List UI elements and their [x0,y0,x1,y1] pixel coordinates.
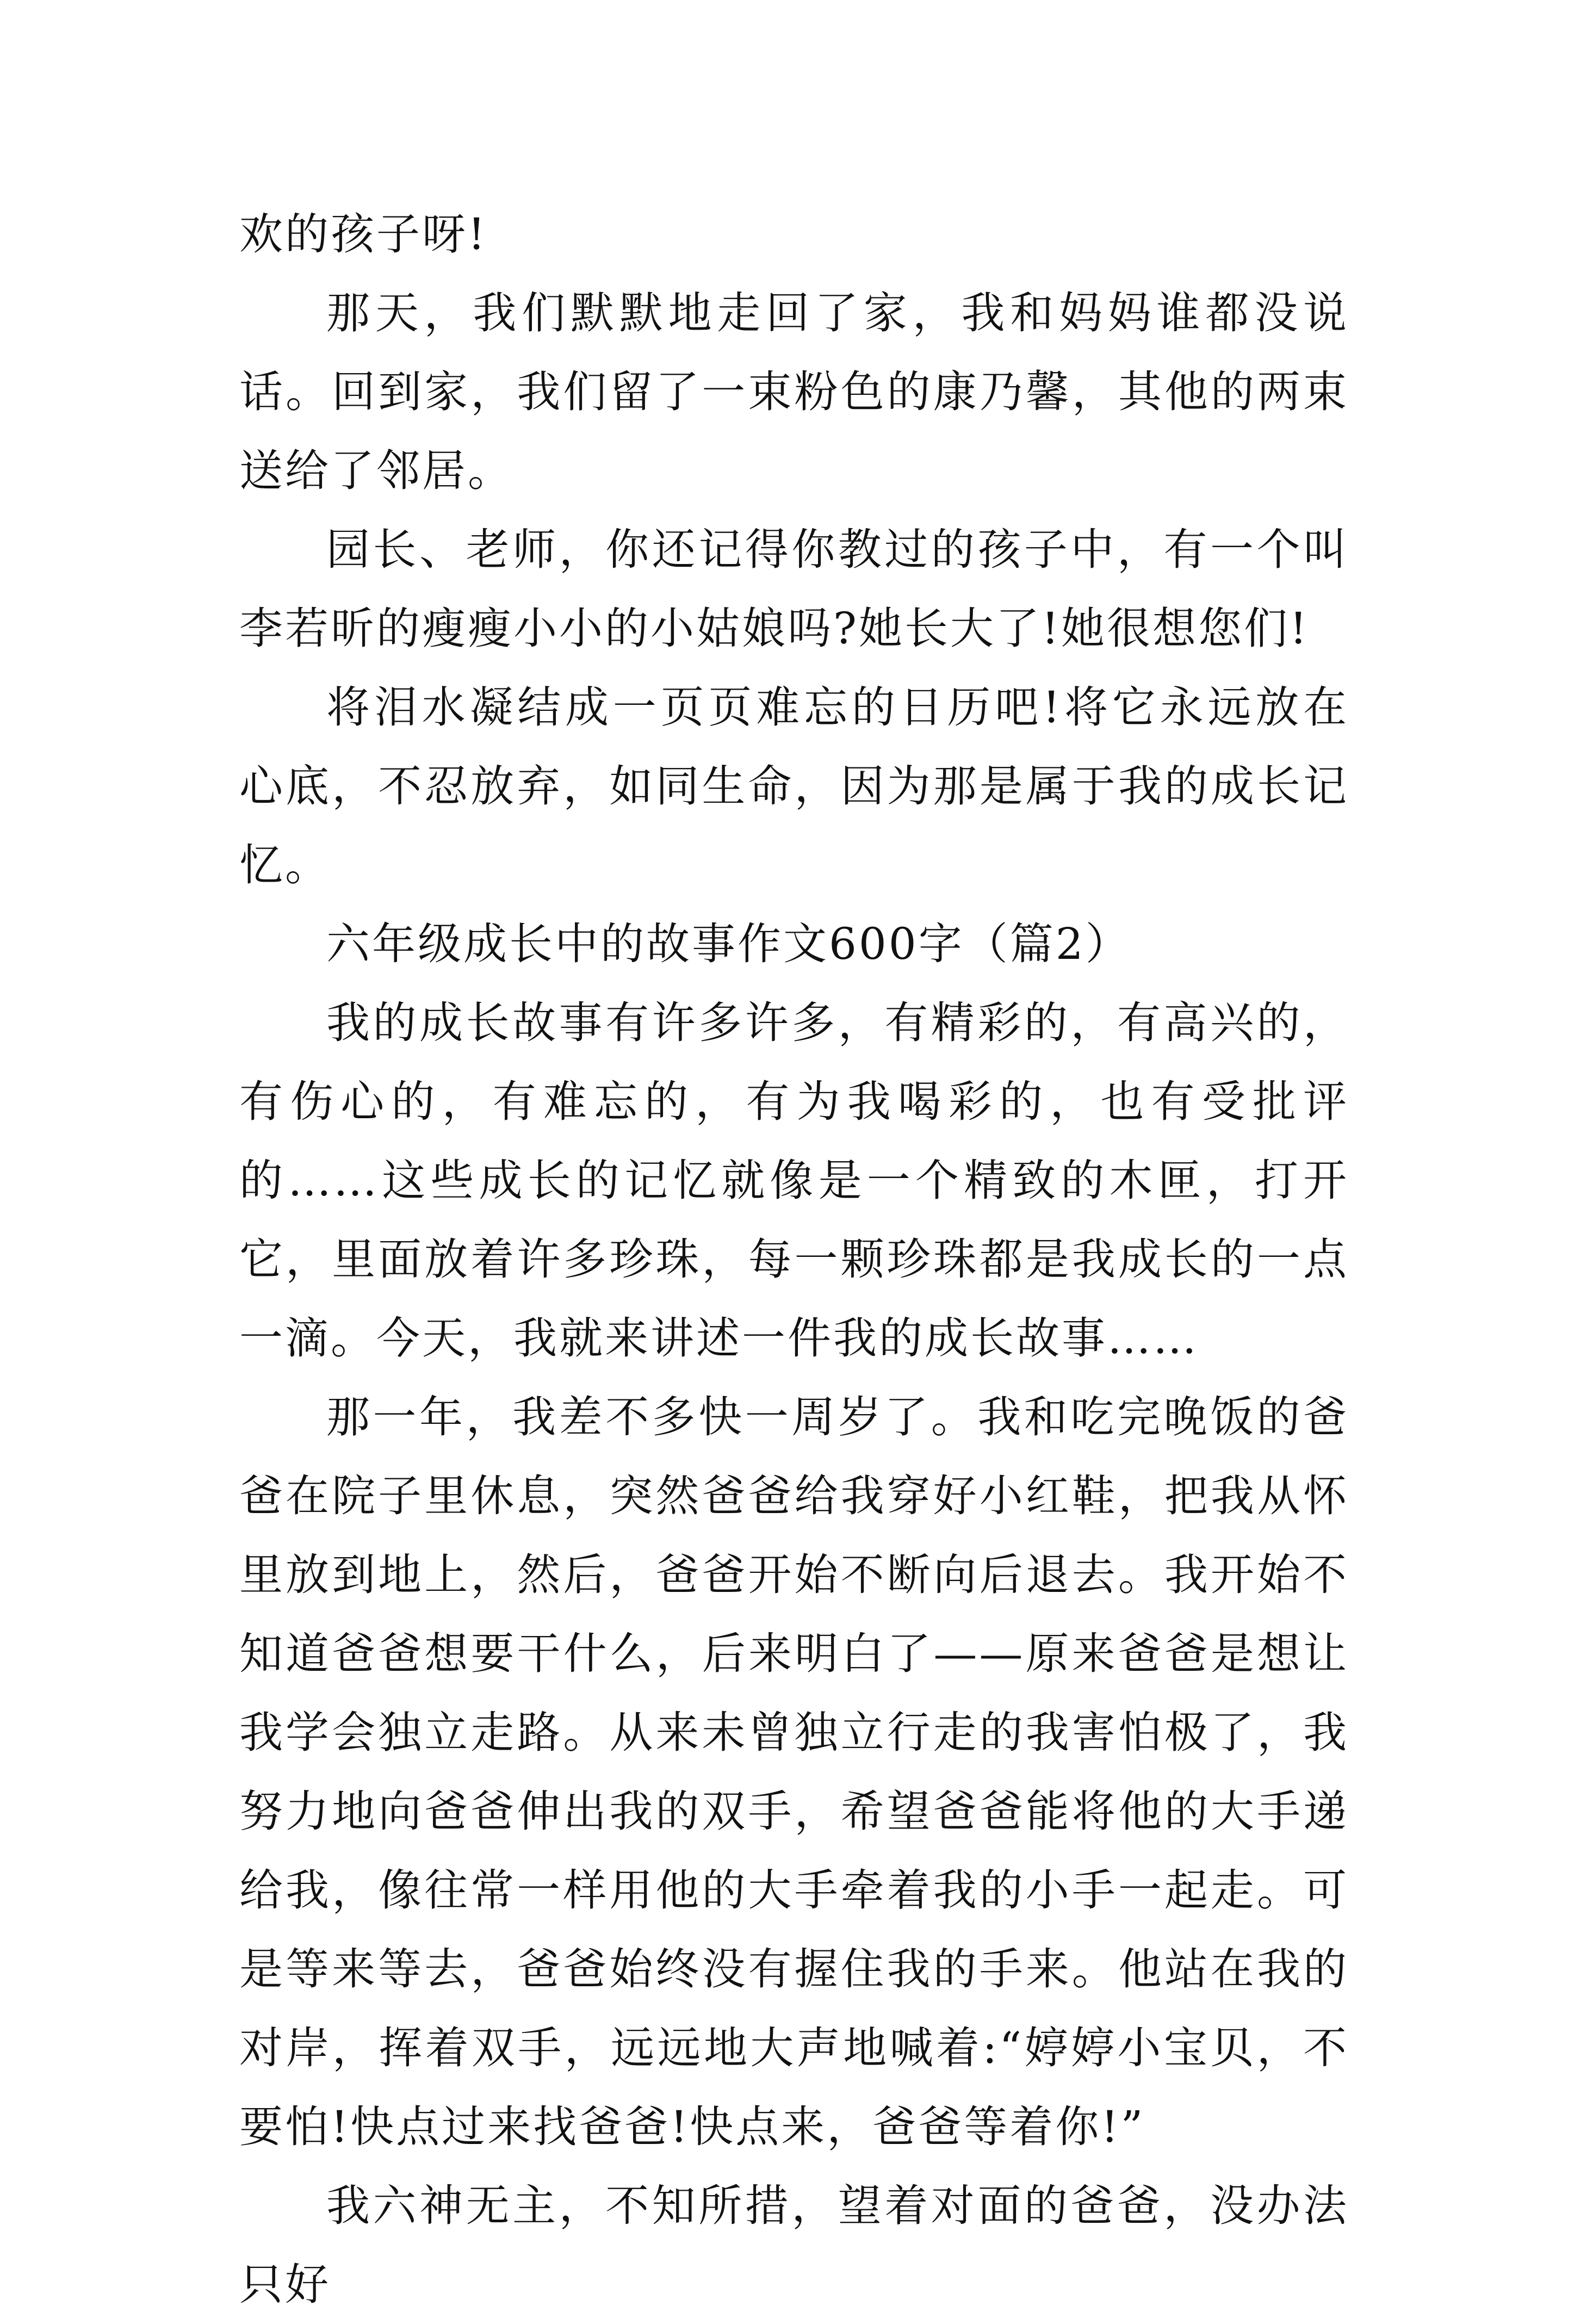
paragraph: 我六神无主，不知所措，望着对面的爸爸，没办法只好 [239,2180,1349,2310]
body-text [239,195,1349,2324]
paragraph: 园长、老师，你还记得你教过的孩子中，有一个叫李若昕的瘦瘦小小的小姑娘吗?她长大了!她很想您们! [239,524,1349,654]
paragraph: 那一年，我差不多快一周岁了。我和吃完晚饭的爸爸在院子里休息，突然爸爸给我穿好小红鞋，把我从怀里放到地上，然后，爸爸开始不断向后退去。我开始不知道爸爸想要干什么，后来明白了——原来爸爸是想让我学会独立走路。从来未曾独立行走的我害怕极了，我努力地向爸爸伸出我的双手，希望爸爸能将他的大手递给我，像往常一样用他的大手牵着我的小手一起走。可是等来等去，爸爸始终没有握住我的手来。他站在我的对岸，挥着双手，远远地大声地喊着:“婷婷小宝贝，不要怕!快点过来找爸爸!快点来，爸爸等着你!” [239,1392,1349,2152]
paragraph-continuation: 欢的孩子呀! [239,209,488,259]
paragraph: 将泪水凝结成一页页难忘的日历吧!将它永远放在心底，不忍放弃，如同生命，因为那是属于我的成长记忆。 [239,682,1349,890]
paragraph: 我的成长故事有许多许多，有精彩的，有高兴的，有伤心的，有难忘的，有为我喝彩的，也有受批评的……这些成长的记忆就像是一个精致的木匣，打开它，里面放着许多珍珠，每一颗珍珠都是我成长的一点一滴。今天，我就来讲述一件我的成长故事…… [239,997,1349,1364]
section-heading: 六年级成长中的故事作文600字（篇2） [326,919,1131,969]
paragraph: 那天，我们默默地走回了家，我和妈妈谁都没说话。回到家，我们留了一束粉色的康乃馨，其他的两束送给了邻居。 [239,288,1349,496]
